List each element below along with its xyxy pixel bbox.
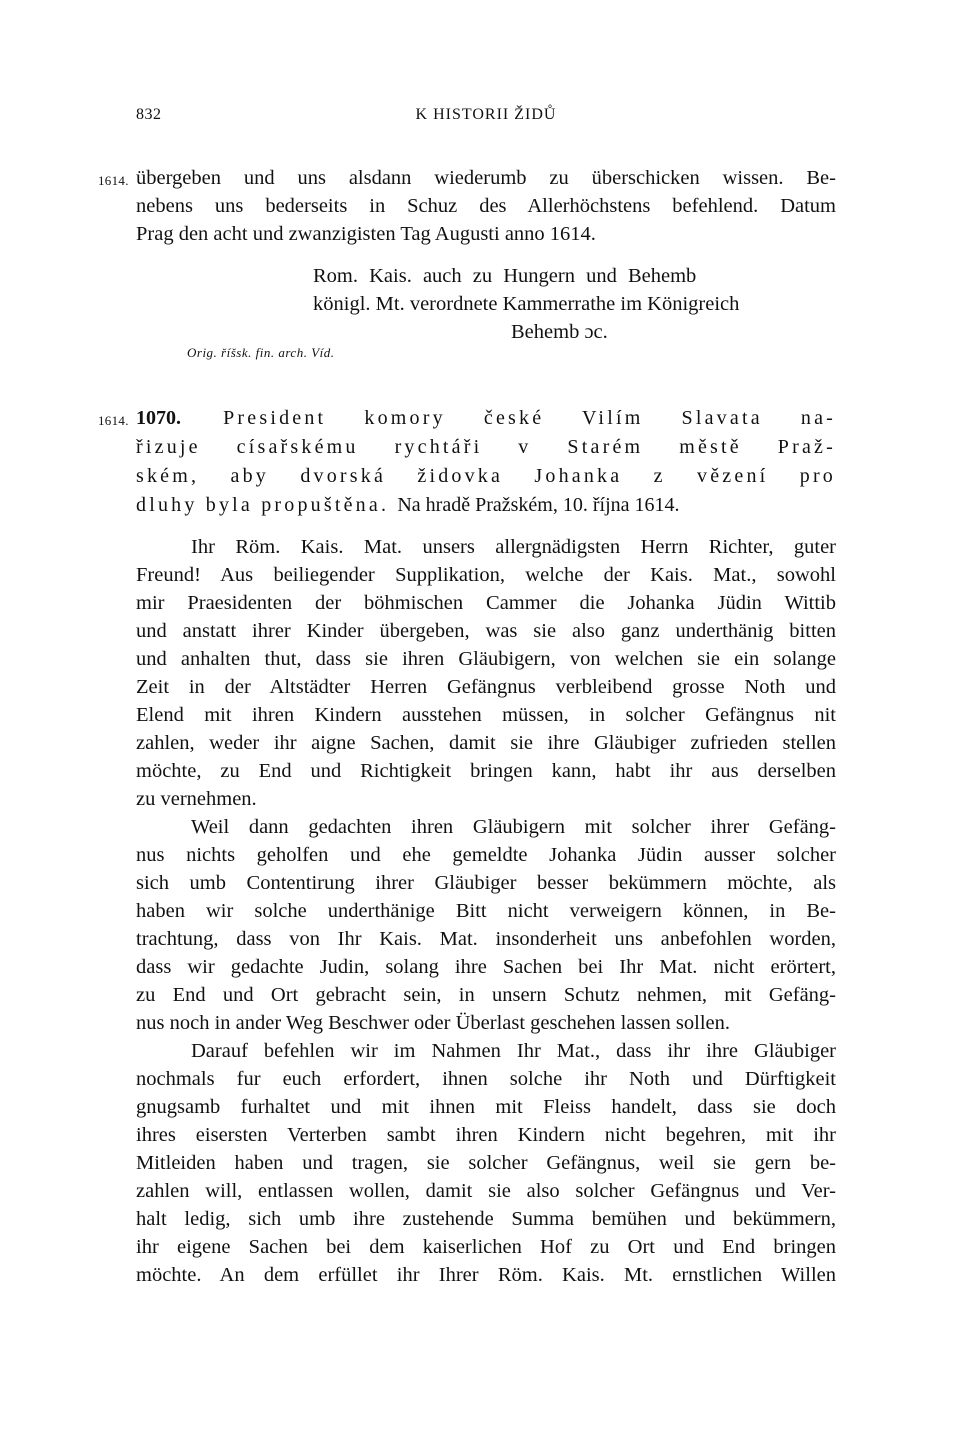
text-line: nebens uns bederseits in Schuz des Allerhöchstens befehlend. Datum — [136, 195, 836, 217]
text-line: Weil dann gedachten ihren Gläubigern mit solcher ihrer Gefäng- — [191, 816, 836, 838]
text-line: ihres eisersten Verterben sambt ihren Kindern nicht begehren, mit ihr — [136, 1124, 836, 1146]
text-line: sich umb Contentirung ihrer Gläubiger besser bekümmern möchte, als — [136, 872, 836, 894]
paragraph — [136, 1037, 836, 1289]
text-line: Prag den acht und zwanzigisten Tag Augusti anno 1614. — [136, 223, 596, 245]
text-line: Darauf befehlen wir im Nahmen Ihr Mat., dass ihr ihre Gläubiger — [191, 1040, 836, 1062]
text-line: gnugsamb furhaltet und mit ihnen mit Fleiss handelt, dass sie doch — [136, 1096, 836, 1118]
document-date: Na hradě Pražském, 10. října 1614. — [397, 494, 680, 516]
text-line: Zeit in der Altstädter Herren Gefängnus verbleibend grosse Noth und — [136, 676, 836, 698]
preceding-document-text — [136, 164, 836, 248]
text-line: Mitleiden haben und tragen, sie solcher Gefängnus, weil sie gern be- — [136, 1152, 836, 1174]
heading-line: ském, aby dvorská židovka Johanka z vězení pro — [136, 465, 836, 487]
text-line: zu vernehmen. — [136, 788, 257, 810]
heading-line — [136, 491, 836, 520]
text-line: möchte, zu End und Richtigkeit bringen kann, habt ihr aus derselben — [136, 760, 836, 782]
heading-text: dluhy byla propuštěna. — [136, 494, 390, 516]
heading-line: řizuje císařskému rychtáři v Starém městě Praž- — [136, 436, 836, 458]
text-line: mir Praesidenten der böhmischen Cammer die Johanka Jüdin Wittib — [136, 592, 836, 614]
signature-line: königl. Mt. verordnete Kammerrathe im Königreich — [313, 293, 740, 315]
document-heading — [136, 404, 836, 520]
signature-line: Behemb ɔc. — [511, 321, 608, 343]
text-line: ihr eigene Sachen bei dem kaiserlichen Hof zu Ort und End bringen — [136, 1236, 836, 1258]
text-line: möchte. An dem erfüllet ihr Ihrer Röm. Kais. Mt. ernstlichen Willen — [136, 1264, 836, 1286]
document-number: 1070. — [136, 407, 181, 429]
heading-text: President komory české Vilím Slavata na- — [223, 407, 837, 429]
page-number: 832 — [136, 106, 162, 123]
text-line: Freund! Aus beiliegender Supplikation, welche der Kais. Mat., sowohl — [136, 564, 836, 586]
signature-block — [313, 262, 843, 346]
text-line: Elend mit ihren Kindern ausstehen müssen, in solcher Gefängnus nit — [136, 704, 836, 726]
margin-year: 1614. — [98, 173, 129, 188]
text-line: zahlen, weder ihr aigne Sachen, damit sie ihre Gläubiger zufrieden stellen — [136, 732, 836, 754]
text-line: Ihr Röm. Kais. Mat. unsers allergnädigsten Herrn Richter, guter — [191, 536, 836, 558]
text-line: nus noch in ander Weg Beschwer oder Überlast geschehen lassen sollen. — [136, 1012, 730, 1034]
heading-line — [136, 404, 836, 433]
running-head — [136, 106, 836, 130]
text-line: nochmals fur euch erfordert, ihnen solche ihr Noth und Dürftigkeit — [136, 1068, 836, 1090]
paragraph — [136, 813, 836, 1037]
text-line: nus nichts geholfen und ehe gemeldte Johanka Jüdin ausser solcher — [136, 844, 836, 866]
text-line: haben wir solche underthänige Bitt nicht verweigern können, in Be- — [136, 900, 836, 922]
text-line: zahlen will, entlassen wollen, damit sie also solcher Gefängnus und Ver- — [136, 1180, 836, 1202]
document-body — [136, 533, 836, 1289]
text-line: trachtung, dass von Ihr Kais. Mat. insonderheit uns anbefohlen worden, — [136, 928, 836, 950]
paragraph — [136, 533, 836, 813]
text-line: dass wir gedachte Judin, solang ihre Sachen bei Ihr Mat. nicht erörtert, — [136, 956, 836, 978]
margin-year: 1614. — [98, 413, 129, 428]
text-line: übergeben und uns alsdann wiederumb zu überschicken wissen. Be- — [136, 167, 836, 189]
text-line: und anstatt ihrer Kinder übergeben, was sie also ganz underthänig bitten — [136, 620, 836, 642]
text-line: zu End und Ort gebracht sein, in unsern Schutz nehmen, mit Gefäng- — [136, 984, 836, 1006]
running-title: K HISTORII ŽIDŮ — [415, 106, 557, 123]
signature-line: Rom. Kais. auch zu Hungern und Behemb — [313, 265, 697, 287]
text-line: und anhalten thut, dass sie ihren Gläubigern, von welchen sie ein solange — [136, 648, 836, 670]
source-note: Orig. říšsk. fin. arch. Víd. — [187, 345, 335, 360]
text-line: halt ledig, sich umb ihre zustehende Summa bemühen und bekümmern, — [136, 1208, 836, 1230]
